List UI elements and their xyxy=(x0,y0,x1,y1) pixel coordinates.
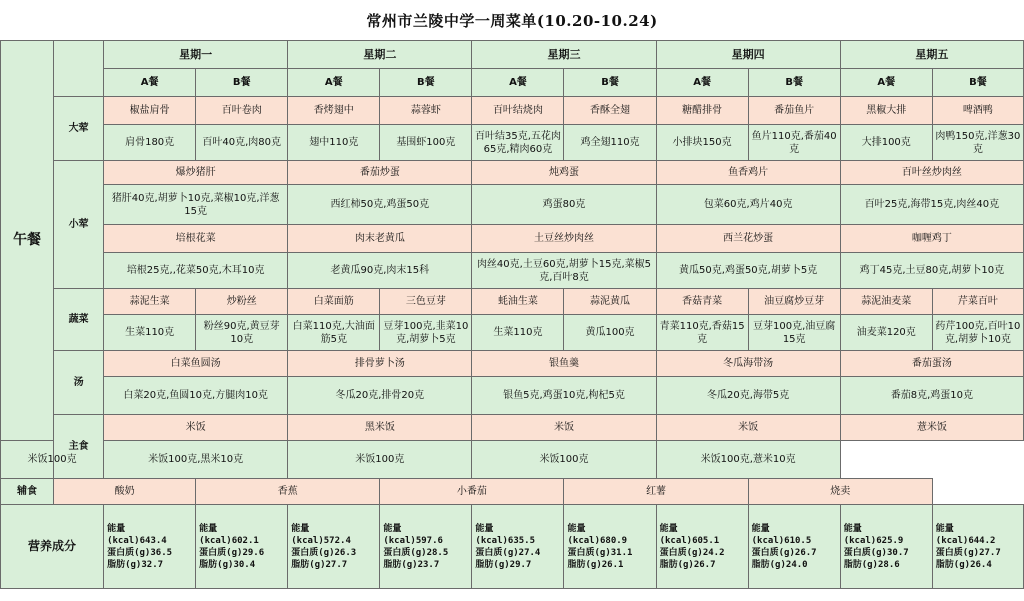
fat-value: 脂肪(g)26.7 xyxy=(659,559,716,570)
energy-label: 能量 xyxy=(567,523,586,534)
dish-ingredients: 生菜110克 xyxy=(472,315,564,351)
energy-label: 能量 xyxy=(935,523,954,534)
dish-name: 三色豆芽 xyxy=(380,289,472,315)
dish-ingredients: 老黄瓜90克,肉末15科 xyxy=(288,253,472,289)
protein-value: 蛋白质(g)30.7 xyxy=(843,547,909,558)
dish-name: 爆炒猪肝 xyxy=(104,161,288,185)
dish-name: 冬瓜海带汤 xyxy=(656,351,840,377)
dish-ingredients: 生菜110克 xyxy=(104,315,196,351)
category-small: 小荤 xyxy=(54,161,104,289)
dish-ingredients: 银鱼5克,鸡蛋10克,枸杞5克 xyxy=(472,377,656,415)
fat-value: 脂肪(g)23.7 xyxy=(383,559,440,570)
set-a-header: A餐 xyxy=(656,69,748,97)
dish-name: 香蕉 xyxy=(196,479,380,505)
dish-ingredients: 肉丝40克,土豆60克,胡萝卜15克,菜椒5克,百叶8克 xyxy=(472,253,656,289)
protein-value: 蛋白质(g)36.5 xyxy=(107,547,173,558)
section-lunch: 午餐 xyxy=(1,41,54,441)
category-main: 大荤 xyxy=(54,97,104,161)
kcal-value: (kcal)635.5 xyxy=(475,535,536,546)
set-a-header: A餐 xyxy=(472,69,564,97)
fat-value: 脂肪(g)30.4 xyxy=(199,559,256,570)
day-header: 星期三 xyxy=(472,41,656,69)
dish-ingredients: 油麦菜120克 xyxy=(840,315,932,351)
protein-value: 蛋白质(g)29.6 xyxy=(199,547,265,558)
dish-ingredients: 黄瓜50克,鸡蛋50克,胡萝卜5克 xyxy=(656,253,840,289)
energy-label: 能量 xyxy=(291,523,310,534)
protein-value: 蛋白质(g)31.1 xyxy=(567,547,633,558)
dish-ingredients: 米饭100克,黑米10克 xyxy=(104,441,288,479)
dish-name: 炖鸡蛋 xyxy=(472,161,656,185)
nutrition-set-a xyxy=(104,505,196,589)
nutrition-set-a xyxy=(472,505,564,589)
dish-ingredients: 百叶25克,海带15克,肉丝40克 xyxy=(840,185,1023,225)
nutrition-set-b xyxy=(932,505,1023,589)
dish-ingredients: 百叶结35克,五花肉65克,精肉60克 xyxy=(472,125,564,161)
category-staple: 主食 xyxy=(54,415,104,479)
dish-ingredients: 米饭100克,薏米10克 xyxy=(656,441,840,479)
nutrition-set-a xyxy=(288,505,380,589)
dish-ingredients: 猪肝40克,胡萝卜10克,菜椒10克,洋葱15克 xyxy=(104,185,288,225)
dish-name: 黑米饭 xyxy=(288,415,472,441)
nutrition-set-b xyxy=(196,505,288,589)
dish-name: 百叶丝炒肉丝 xyxy=(840,161,1023,185)
dish-ingredients: 青菜110克,香菇15克 xyxy=(656,315,748,351)
dish-ingredients: 大排100克 xyxy=(840,125,932,161)
dish-name: 酸奶 xyxy=(54,479,196,505)
nutrition-set-a xyxy=(656,505,748,589)
dish-name: 啤酒鸭 xyxy=(932,97,1023,125)
energy-label: 能量 xyxy=(199,523,218,534)
dish-name: 鱼香鸡片 xyxy=(656,161,840,185)
set-a-header: A餐 xyxy=(840,69,932,97)
dish-ingredients: 白菜110克,大油面筋5克 xyxy=(288,315,380,351)
section-nutrition: 营养成分 xyxy=(1,505,104,589)
set-b-header: B餐 xyxy=(196,69,288,97)
energy-label: 能量 xyxy=(843,523,862,534)
dish-name: 土豆丝炒肉丝 xyxy=(472,225,656,253)
set-b-header: B餐 xyxy=(380,69,472,97)
dish-name: 蒜泥黄瓜 xyxy=(564,289,656,315)
day-header: 星期五 xyxy=(840,41,1023,69)
dish-name: 番茄炒蛋 xyxy=(288,161,472,185)
dish-ingredients: 鱼片110克,番茄40克 xyxy=(748,125,840,161)
fat-value: 脂肪(g)26.4 xyxy=(935,559,992,570)
day-header: 星期四 xyxy=(656,41,840,69)
dish-ingredients: 翅中110克 xyxy=(288,125,380,161)
dish-name: 米饭 xyxy=(104,415,288,441)
dish-name: 红薯 xyxy=(564,479,748,505)
kcal-value: (kcal)610.5 xyxy=(751,535,812,546)
dish-ingredients: 包菜60克,鸡片40克 xyxy=(656,185,840,225)
dish-ingredients: 西红柿50克,鸡蛋50克 xyxy=(288,185,472,225)
dish-name: 番茄鱼片 xyxy=(748,97,840,125)
kcal-value: (kcal)602.1 xyxy=(199,535,259,546)
energy-label: 能量 xyxy=(751,523,770,534)
kcal-value: (kcal)625.9 xyxy=(843,535,904,546)
protein-value: 蛋白质(g)27.7 xyxy=(935,547,1001,558)
category-soup: 汤 xyxy=(54,351,104,415)
dish-name: 薏米饭 xyxy=(840,415,1023,441)
protein-value: 蛋白质(g)26.3 xyxy=(291,547,357,558)
dish-ingredients: 米饭100克 xyxy=(288,441,472,479)
set-b-header: B餐 xyxy=(564,69,656,97)
dish-name: 百叶卷肉 xyxy=(196,97,288,125)
dish-name: 西兰花炒蛋 xyxy=(656,225,840,253)
dish-ingredients: 肉鸭150克,洋葱30克 xyxy=(932,125,1023,161)
page-title: 常州市兰陵中学一周菜单(10.20-10.24) xyxy=(0,0,1024,40)
dish-name: 蒜泥生菜 xyxy=(104,289,196,315)
fat-value: 脂肪(g)24.0 xyxy=(751,559,808,570)
dish-ingredients: 冬瓜20克,排骨20克 xyxy=(288,377,472,415)
dish-ingredients: 豆芽100克,韭菜10克,胡萝卜5克 xyxy=(380,315,472,351)
set-b-header: B餐 xyxy=(748,69,840,97)
dish-name: 百叶结烧肉 xyxy=(472,97,564,125)
dish-name: 番茄蛋汤 xyxy=(840,351,1023,377)
dish-name: 烧卖 xyxy=(748,479,932,505)
dish-ingredients: 鸡蛋80克 xyxy=(472,185,656,225)
dish-ingredients: 培根25克,,花菜50克,木耳10克 xyxy=(104,253,288,289)
dish-ingredients: 鸡全翅110克 xyxy=(564,125,656,161)
protein-value: 蛋白质(g)24.2 xyxy=(659,547,725,558)
kcal-value: (kcal)680.9 xyxy=(567,535,628,546)
dish-ingredients: 白菜20克,鱼圆10克,方腿肉10克 xyxy=(104,377,288,415)
nutrition-set-a xyxy=(840,505,932,589)
category-veg: 蔬菜 xyxy=(54,289,104,351)
dish-name: 芹菜百叶 xyxy=(932,289,1023,315)
kcal-value: (kcal)605.1 xyxy=(659,535,720,546)
fat-value: 脂肪(g)27.7 xyxy=(291,559,348,570)
fat-value: 脂肪(g)29.7 xyxy=(475,559,532,570)
energy-label: 能量 xyxy=(107,523,126,534)
dish-ingredients: 鸡丁45克,土豆80克,胡萝卜10克 xyxy=(840,253,1023,289)
dish-name: 米饭 xyxy=(472,415,656,441)
nutrition-set-b xyxy=(748,505,840,589)
dish-name: 香烤翅中 xyxy=(288,97,380,125)
dish-name: 油豆腐炒豆芽 xyxy=(748,289,840,315)
dish-ingredients: 肩骨180克 xyxy=(104,125,196,161)
protein-value: 蛋白质(g)26.7 xyxy=(751,547,817,558)
kcal-value: (kcal)643.4 xyxy=(107,535,167,546)
energy-label: 能量 xyxy=(383,523,402,534)
dish-ingredients: 百叶40克,肉80克 xyxy=(196,125,288,161)
corner-cell xyxy=(54,41,104,97)
dish-name: 培根花菜 xyxy=(104,225,288,253)
set-b-header: B餐 xyxy=(932,69,1023,97)
dish-name: 炒粉丝 xyxy=(196,289,288,315)
dish-name: 香酥全翅 xyxy=(564,97,656,125)
dish-ingredients: 豆芽100克,油豆腐15克 xyxy=(748,315,840,351)
fat-value: 脂肪(g)32.7 xyxy=(107,559,164,570)
dish-name: 白菜鱼圆汤 xyxy=(104,351,288,377)
kcal-value: (kcal)597.6 xyxy=(383,535,443,546)
kcal-value: (kcal)572.4 xyxy=(291,535,351,546)
set-a-header: A餐 xyxy=(104,69,196,97)
day-header: 星期一 xyxy=(104,41,288,69)
kcal-value: (kcal)644.2 xyxy=(935,535,996,546)
dish-ingredients: 冬瓜20克,海带5克 xyxy=(656,377,840,415)
fat-value: 脂肪(g)28.6 xyxy=(843,559,900,570)
protein-value: 蛋白质(g)28.5 xyxy=(383,547,449,558)
dish-name: 白菜面筋 xyxy=(288,289,380,315)
dish-name: 椒盐肩骨 xyxy=(104,97,196,125)
dish-ingredients: 米饭100克 xyxy=(1,441,104,479)
dish-name: 糖醋排骨 xyxy=(656,97,748,125)
dish-ingredients: 药芹100克,百叶10克,胡萝卜10克 xyxy=(932,315,1023,351)
dish-ingredients: 米饭100克 xyxy=(472,441,656,479)
energy-label: 能量 xyxy=(475,523,494,534)
dish-name: 蚝油生菜 xyxy=(472,289,564,315)
dish-name: 咖喱鸡丁 xyxy=(840,225,1023,253)
dish-name: 肉末老黄瓜 xyxy=(288,225,472,253)
dish-name: 香菇青菜 xyxy=(656,289,748,315)
dish-ingredients: 黄瓜100克 xyxy=(564,315,656,351)
protein-value: 蛋白质(g)27.4 xyxy=(475,547,541,558)
dish-name: 蒜泥油麦菜 xyxy=(840,289,932,315)
dish-name: 黑椒大排 xyxy=(840,97,932,125)
energy-label: 能量 xyxy=(659,523,678,534)
dish-ingredients: 番茄8克,鸡蛋10克 xyxy=(840,377,1023,415)
dish-ingredients: 粉丝90克,黄豆芽10克 xyxy=(196,315,288,351)
nutrition-set-b xyxy=(564,505,656,589)
day-header: 星期二 xyxy=(288,41,472,69)
dish-name: 蒜蓉虾 xyxy=(380,97,472,125)
dish-ingredients: 基围虾100克 xyxy=(380,125,472,161)
dish-name: 银鱼羹 xyxy=(472,351,656,377)
set-a-header: A餐 xyxy=(288,69,380,97)
dish-name: 米饭 xyxy=(656,415,840,441)
weekly-menu-table xyxy=(0,40,1024,589)
nutrition-set-b xyxy=(380,505,472,589)
fat-value: 脂肪(g)26.1 xyxy=(567,559,624,570)
dish-name: 排骨萝卜汤 xyxy=(288,351,472,377)
category-side: 辅食 xyxy=(1,479,54,505)
dish-ingredients: 小排块150克 xyxy=(656,125,748,161)
dish-name: 小番茄 xyxy=(380,479,564,505)
